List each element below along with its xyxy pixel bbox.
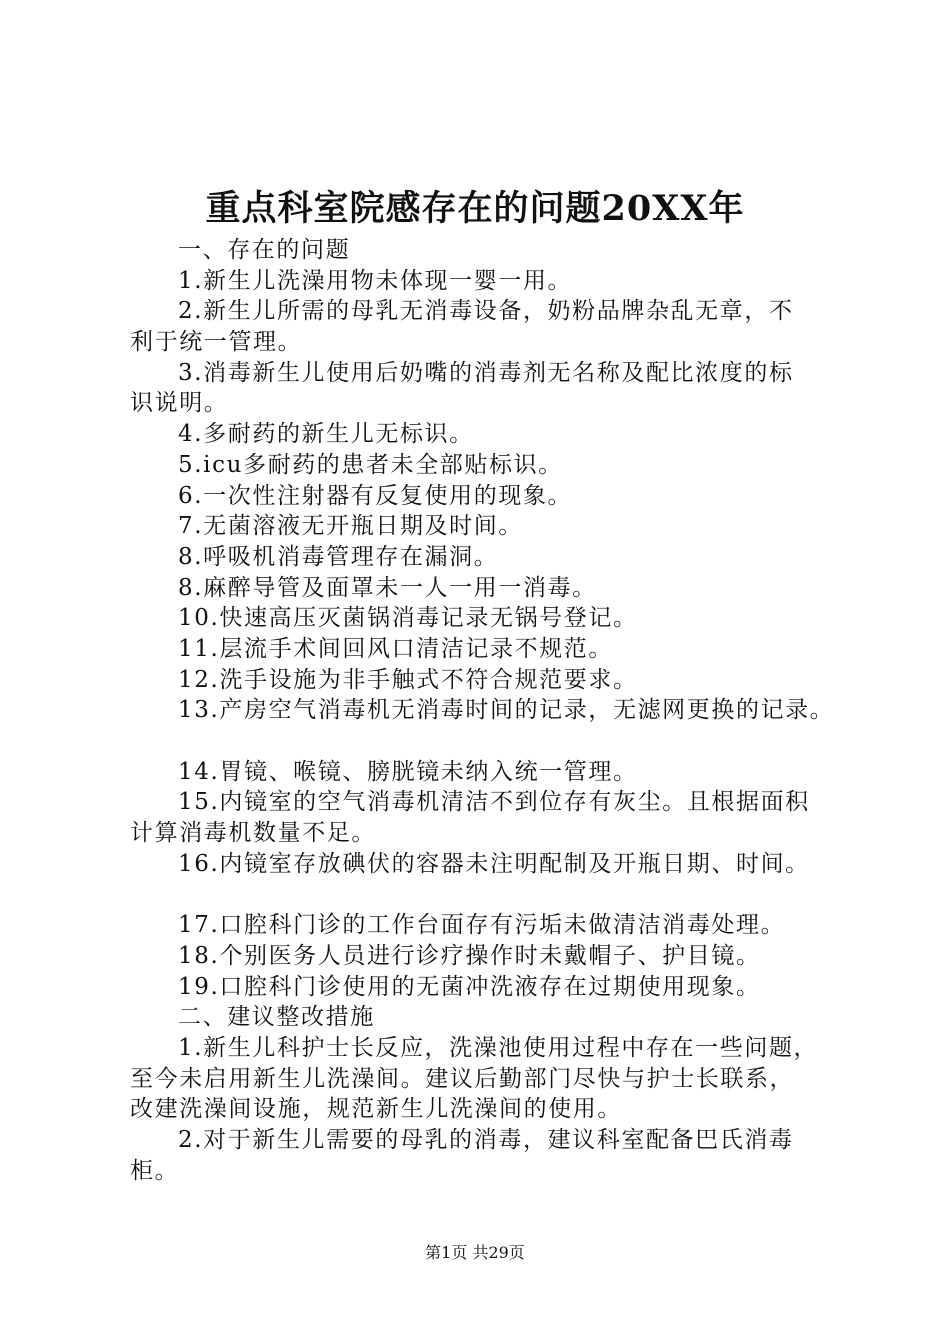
text-line: 柜。	[130, 1157, 180, 1184]
document-title: 重点科室院感存在的问题20XX年	[205, 188, 745, 229]
text-line: 计算消毒机数量不足。	[130, 820, 376, 847]
text-line: 6.一次性注射器有反复使用的现象。	[178, 482, 573, 509]
text-line: 利于统一管理。	[130, 329, 303, 356]
text-line: 一、存在的问题	[178, 237, 351, 263]
blank-line	[130, 879, 850, 910]
text-line: 13.产房空气消毒机无消毒时间的记录，无滤网更换的记录。	[178, 697, 835, 724]
blank-line	[130, 726, 850, 757]
text-line: 2.对于新生儿需要的母乳的消毒，建议科室配备巴氏消毒	[178, 1126, 794, 1153]
text-line: 19.口腔科门诊使用的无菌冲洗液存在过期使用现象。	[178, 973, 761, 1000]
document-body	[130, 235, 850, 1186]
text-line: 4.多耐药的新生儿无标识。	[178, 421, 474, 448]
text-line: 3.消毒新生儿使用后奶嘴的消毒剂无名称及配比浓度的标	[178, 359, 794, 386]
text-line: 1.新生儿洗澡用物未体现一婴一用。	[178, 267, 573, 294]
text-line: 2.新生儿所需的母乳无消毒设备，奶粉品牌杂乱无章，不	[178, 298, 794, 325]
text-line: 17.口腔科门诊的工作台面存有污垢未做清洁消毒处理。	[178, 912, 786, 939]
text-line: 10.快速高压灭菌锅消毒记录无锅号登记。	[178, 605, 638, 632]
text-line: 5.icu多耐药的患者未全部贴标识。	[178, 451, 563, 478]
text-line: 二、建议整改措施	[178, 1004, 375, 1031]
text-line: 18.个别医务人员进行诊疗操作时未戴帽子、护目镜。	[178, 942, 761, 969]
text-line: 15.内镜室的空气消毒机清洁不到位存有灰尘。且根据面积	[178, 789, 810, 816]
text-line: 至今未启用新生儿洗澡间。建议后勤部门尽快与护士长联系，	[130, 1065, 795, 1092]
text-line: 1.新生儿科护士长反应，洗澡池使用过程中存在一些问题，	[178, 1034, 819, 1061]
text-line: 11.层流手术间回风口清洁记录不规范。	[178, 635, 613, 662]
text-line: 12.洗手设施为非手触式不符合规范要求。	[178, 666, 638, 693]
text-line: 8.呼吸机消毒管理存在漏洞。	[178, 543, 499, 570]
text-line: 8.麻醉导管及面罩未一人一用一消毒。	[178, 574, 597, 601]
text-line: 14.胃镜、喉镜、膀胱镜未纳入统一管理。	[178, 758, 638, 785]
text-line: 改建洗澡间设施，规范新生儿洗澡间的使用。	[130, 1096, 622, 1123]
text-line: 7.无菌溶液无开瓶日期及时间。	[178, 513, 523, 540]
text-line: 识说明。	[130, 390, 229, 417]
text-line: 16.内镜室存放碘伏的容器未注明配制及开瓶日期、时间。	[178, 850, 810, 877]
page-footer: 第1页 共29页	[425, 1243, 525, 1262]
